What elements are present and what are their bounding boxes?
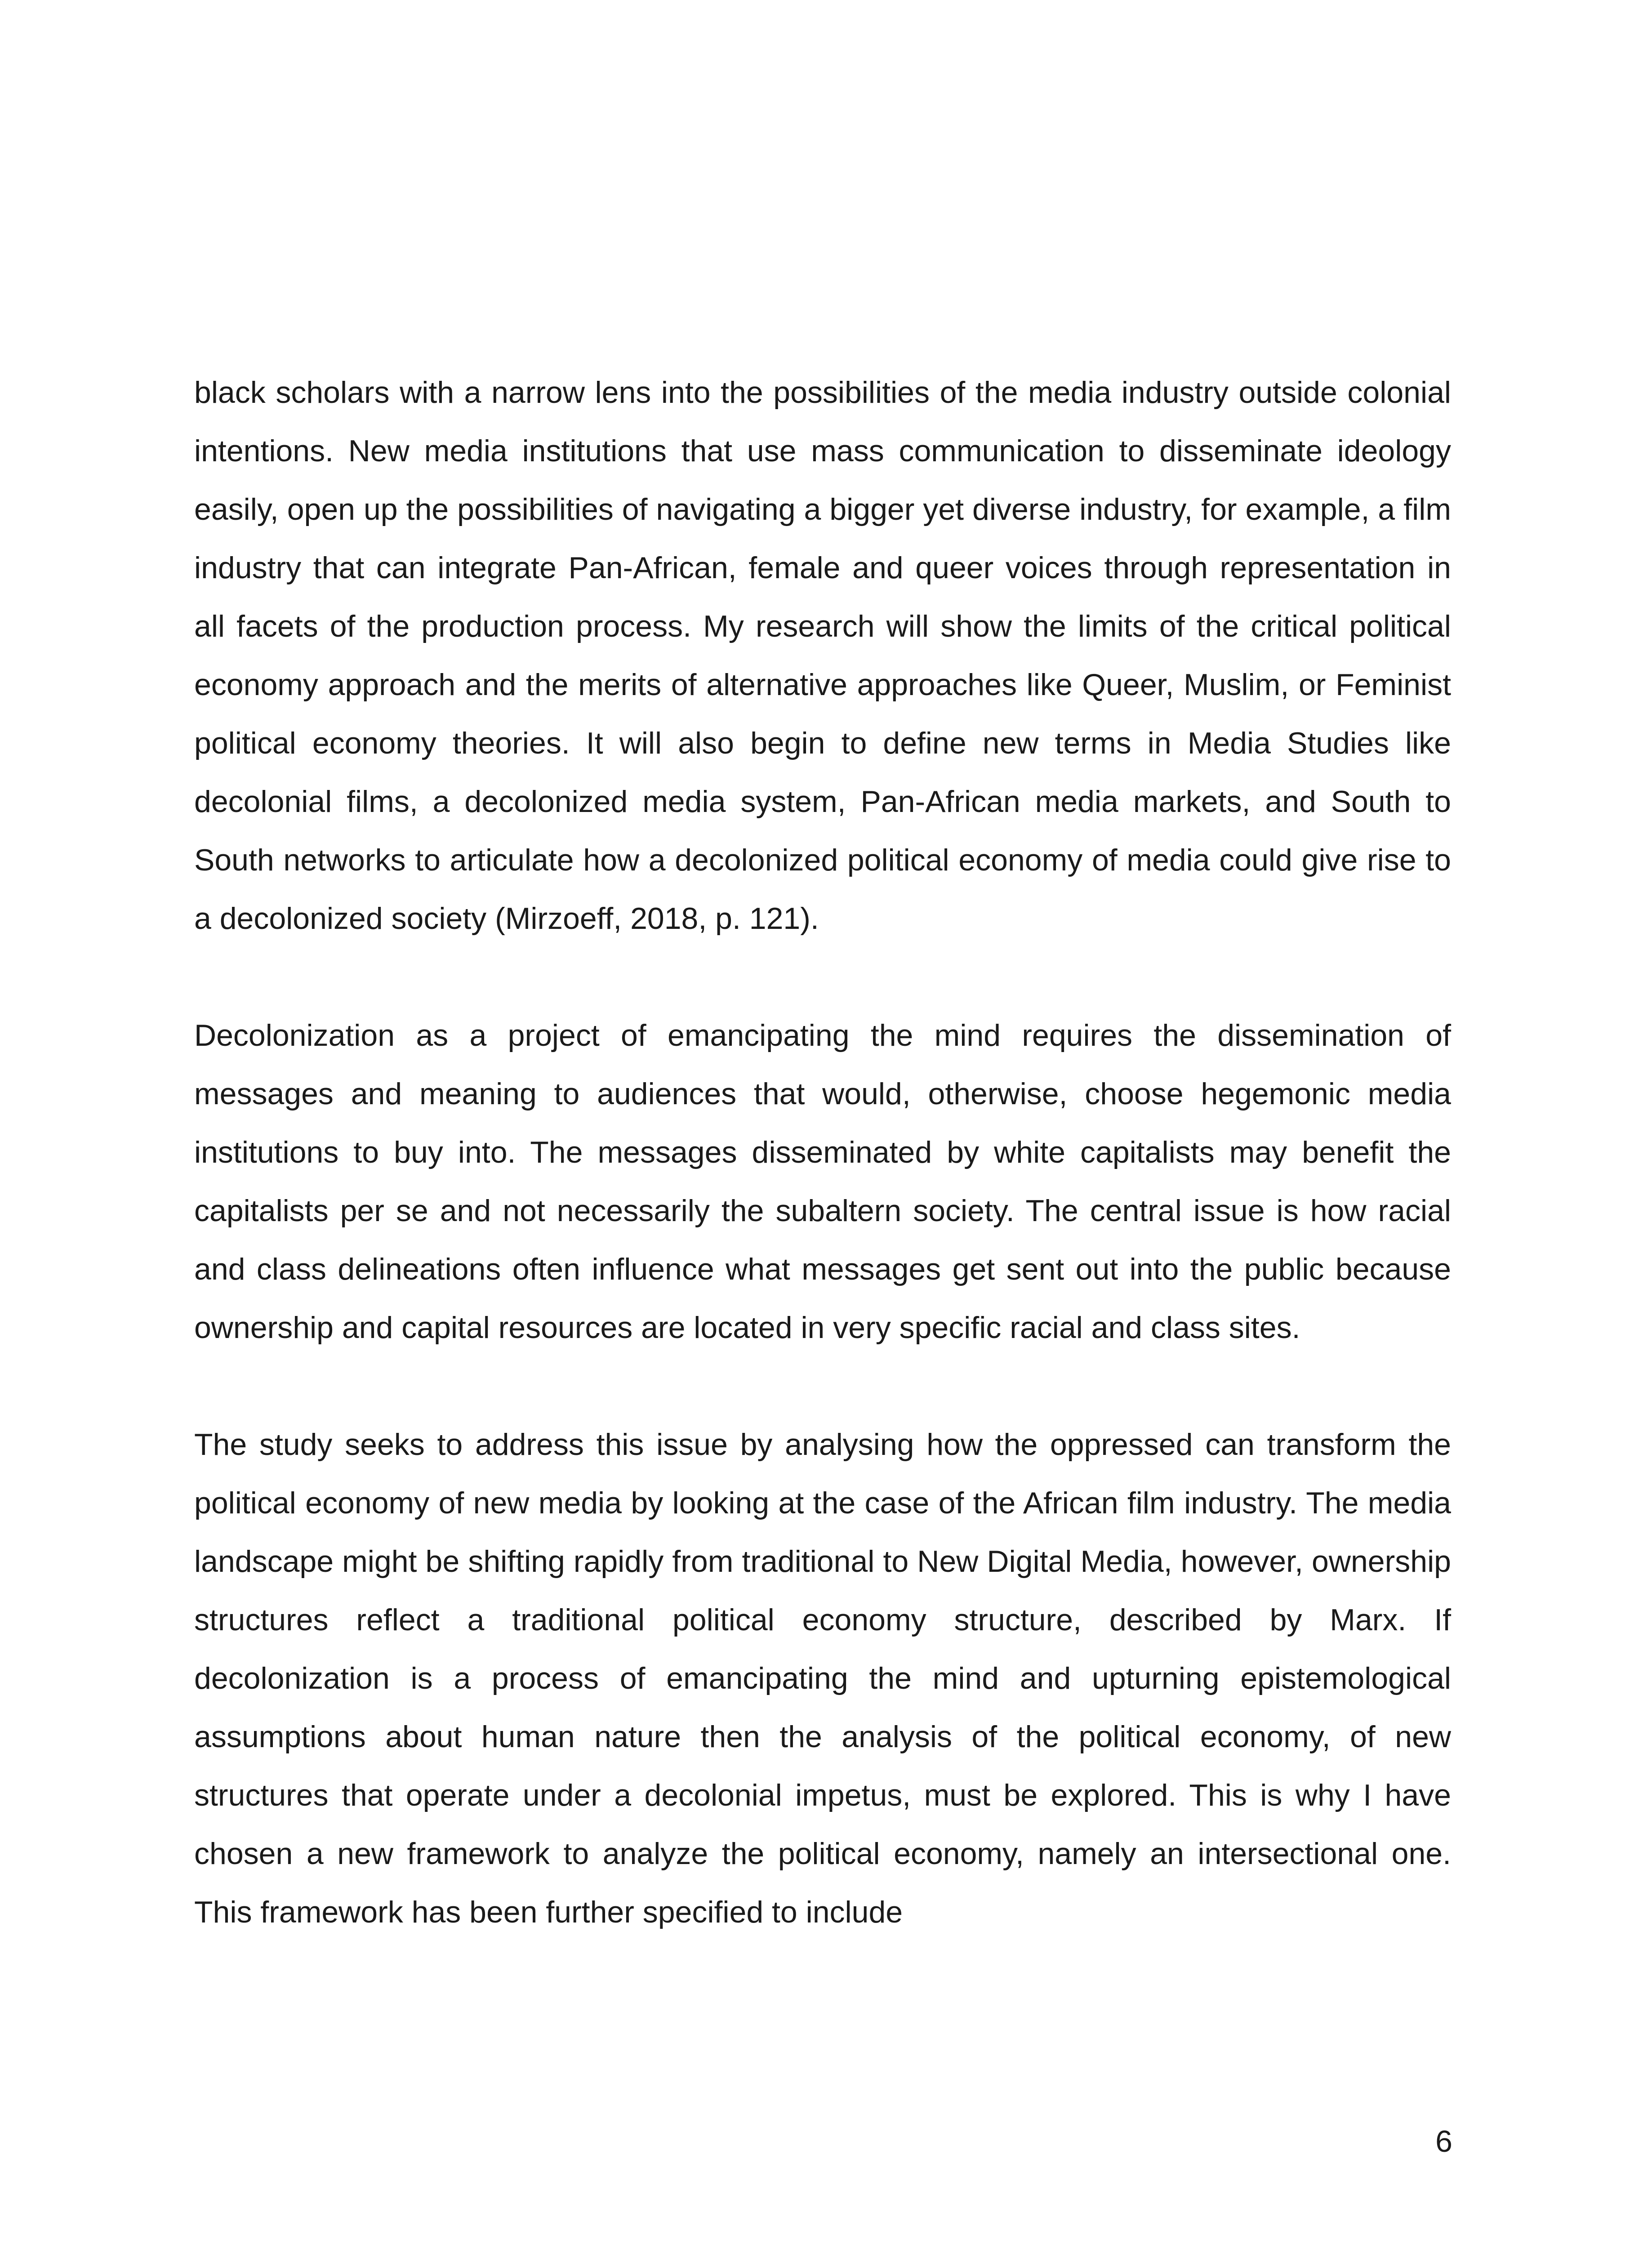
paragraph-1: black scholars with a narrow lens into the possibilities of the media industry outside colonial intentions. New media institutions that use mass communication to disseminate ideology easily, open up the possibilities of navigating a bigger yet diverse industry, for example, a film industry that can integrate Pan-African, female and queer voices through representation in all facets of the production process. My research will show the limits of the critical political economy approach and the merits of alternative approaches like Queer, Muslim, or Feminist political economy theories. It will also begin to define new terms in Media Studies like decolonial films, a decolonized media system, Pan-African media markets, and South to South networks to articulate how a decolonized political economy of media could give rise to a decolonized society (Mirzoeff, 2018, p. 121). xyxy=(194,375,1451,936)
paragraph-3: The study seeks to address this issue by analysing how the oppressed can transform the political economy of new media by looking at the case of the African film industry. The media landscape might be shifting rapidly from traditional to New Digital Media, however, ownership structures reflect a traditional political economy structure, described by Marx. If decolonization is a process of emancipating the mind and upturning epistemological assumptions about human nature then the analysis of the political economy, of new structures that operate under a decolonial impetus, must be explored. This is why I have chosen a new framework to analyze the political economy, namely an intersectional one. This framework has been further specified to include xyxy=(194,1427,1451,1929)
page-number: 6 xyxy=(1435,2124,1452,2159)
paragraph-2: Decolonization as a project of emancipating the mind requires the dissemination of messages and meaning to audiences that would, otherwise, choose hegemonic media institutions to buy into. The messages disseminated by white capitalists may benefit the capitalists per se and not necessarily the subaltern society. The central issue is how racial and class delineations often influence what messages get sent out into the public because ownership and capital resources are located in very specific racial and class sites. xyxy=(194,1018,1451,1345)
body-text xyxy=(194,363,1451,1941)
